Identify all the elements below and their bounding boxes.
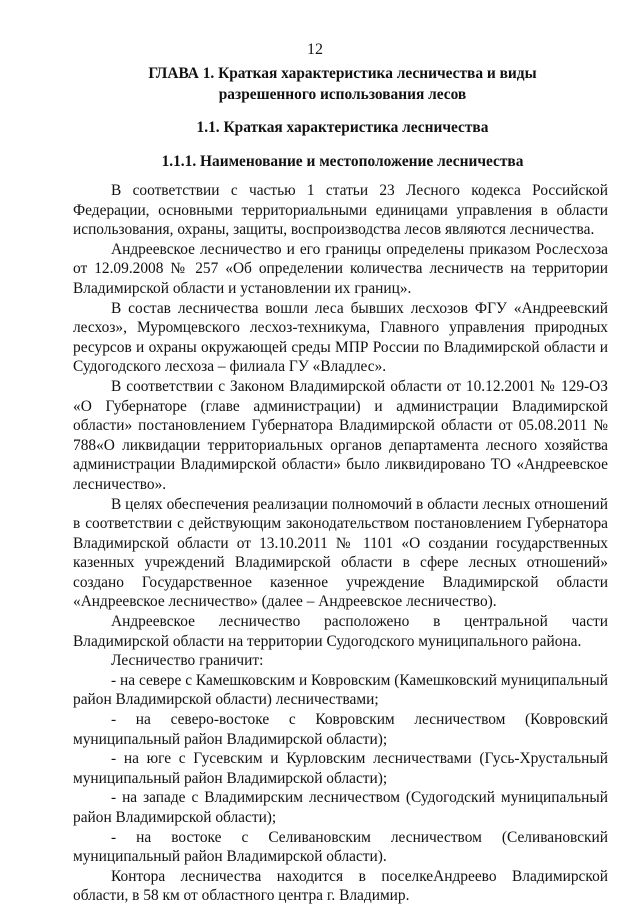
paragraph: Андреевское лесничество расположено в центральной части Владимирской области на территории Судогодского муниципального района. bbox=[73, 613, 608, 650]
paragraph: В соответствии с частью 1 статьи 23 Лесного кодекса Российской Федерации, основными территориальными единицами управления в области использования, охраны, защиты, воспроизводства лесов являются лесничества. bbox=[73, 182, 608, 239]
paragraph: В состав лесничества вошли леса бывших лесхозов ФГУ «Андреевский лесхоз», Муромцевского лесхоз-техникума, Главного управления природных ресурсов и охраны окружающей среды МПР России по Владимирской области и Судогодского лесхоза – филиала ГУ «Владлес». bbox=[73, 299, 608, 376]
subsection-title: 1.1.1. Наименование и местоположение лесничества bbox=[161, 153, 524, 170]
chapter-title-line1: ГЛАВА 1. Краткая характеристика лесничества и виды bbox=[148, 65, 537, 82]
paragraph: Контора лесничества находится в поселкеАндреево Владимирской области, в 58 км от областного центра г. Владимир. bbox=[73, 867, 608, 905]
border-item: - на западе с Владимирским лесничеством (Судогодский муниципальный район Владимирской области); bbox=[73, 789, 608, 826]
paragraph: Андреевское лесничество и его границы определены приказом Рослесхоза от 12.09.2008 № 257 «Об определении количества лесничеств на территории Владимирской области и установлении их границ». bbox=[73, 240, 608, 297]
border-item: - на северо-востоке с Ковровским лесничеством (Ковровский муниципальный район Владимирской области); bbox=[73, 711, 608, 748]
border-item: - на юге с Гусевским и Курловским лесничествами (Гусь-Хрустальный муниципальный район Владимирской области); bbox=[73, 750, 608, 787]
chapter-title-line2: разрешенного использования лесов bbox=[218, 86, 467, 103]
paragraph: Лесничество граничит: bbox=[111, 652, 264, 670]
page-number: 12 bbox=[307, 41, 323, 58]
chapter-title bbox=[70, 63, 615, 105]
section-title: 1.1. Краткая характеристика лесничества bbox=[196, 119, 489, 136]
border-item: - на севере с Камешковским и Ковровским (Камешковский муниципальный район Владимирской области) лесничествами; bbox=[73, 671, 608, 709]
paragraph: В соответствии с Законом Владимирской области от 10.12.2001 № 129-ОЗ «О Губернаторе (главе администрации) и администрации Владимирской области» постановлением Губернатора Владимирской области от 05.08.2011 № 788«О ликвидации территориальных органов департамента лесного хозяйства администрации Владимирской области» было ликвидировано ТО «Андреевское лесничество». bbox=[73, 377, 608, 493]
paragraph: В целях обеспечения реализации полномочий в области лесных отношений в соответствии с действующим законодательством постановлением Губернатора Владимирской области от 13.10.2011 № 1101 «О создании государственных казенных учреждений Владимирской области в сфере лесных отношений» создано Государственное казенное учреждение Владимирской области «Андреевское лесничество» (далее – Андреевское лесничество). bbox=[73, 495, 608, 611]
border-item: - на востоке с Селивановским лесничеством (Селивановский муниципальный район Владимирской области). bbox=[73, 828, 608, 866]
document-body bbox=[73, 181, 608, 906]
